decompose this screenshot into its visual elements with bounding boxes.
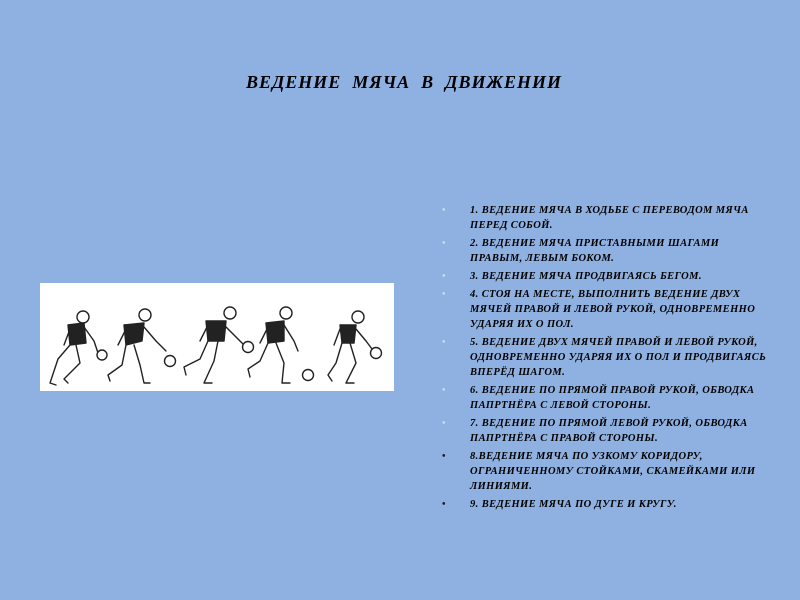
- player-figure-3: [184, 307, 244, 383]
- player-figure-5: [328, 311, 372, 383]
- bullet-icon: •: [442, 337, 446, 348]
- bullet-icon: •: [442, 238, 446, 249]
- list-item: [442, 287, 772, 332]
- list-item: [442, 416, 772, 446]
- list-item-text: 4. СТОЯ НА МЕСТЕ, ВЫПОЛНИТЬ ВЕДЕНИЕ ДВУХ МЯЧЕЙ ПРАВОЙ И ЛЕВОЙ РУКОЙ, ОДНОВРЕМЕННО УДАРЯЯ ИХ О ПОЛ.: [470, 289, 756, 330]
- list-item: [442, 203, 772, 233]
- list-item: [442, 269, 772, 284]
- list-item: [442, 236, 772, 266]
- list-item-text: 8.ВЕДЕНИЕ МЯЧА ПО УЗКОМУ КОРИДОРУ, ОГРАНИЧЕННОМУ СТОЙКАМИ, СКАМЕЙКАМИ ИЛИ ЛИНИЯМИ.: [470, 451, 756, 492]
- list-item: [442, 497, 772, 512]
- basketball-icon-4: [303, 370, 314, 381]
- player-figure-2: [108, 309, 166, 383]
- basketball-dribbling-sequence-illustration: [40, 283, 394, 391]
- exercise-list: [442, 203, 772, 515]
- player-figure-4: [248, 307, 298, 383]
- list-item-text: 1. ВЕДЕНИЕ МЯЧА В ХОДЬБЕ С ПЕРЕВОДОМ МЯЧА ПЕРЕД СОБОЙ.: [470, 205, 749, 231]
- list-item-text: 7. ВЕДЕНИЕ ПО ПРЯМОЙ ЛЕВОЙ РУКОЙ, ОБВОДКА ПАПРТНЁРА С ПРАВОЙ СТОРОНЫ.: [470, 418, 748, 444]
- bullet-icon: •: [442, 418, 446, 429]
- basketball-icon-5: [371, 348, 382, 359]
- bullet-icon: •: [442, 499, 446, 510]
- list-item-text: 3. ВЕДЕНИЕ МЯЧА ПРОДВИГАЯСЬ БЕГОМ.: [470, 271, 702, 282]
- bullet-icon: •: [442, 385, 446, 396]
- basketball-icon-2: [165, 356, 176, 367]
- list-item-text: 6. ВЕДЕНИЕ ПО ПРЯМОЙ ПРАВОЙ РУКОЙ, ОБВОДКА ПАПРТНЁРА С ЛЕВОЙ СТОРОНЫ.: [470, 385, 755, 411]
- list-item-text: 5. ВЕДЕНИЕ ДВУХ МЯЧЕЙ ПРАВОЙ И ЛЕВОЙ РУКОЙ, ОДНОВРЕМЕННО УДАРЯЯ ИХ О ПОЛ И ПРОДВИГАЯСЬ ВПЕРЁД ШАГОМ.: [470, 337, 767, 378]
- bullet-icon: •: [442, 271, 446, 282]
- dribbling-sequence-image: [40, 283, 394, 391]
- player-figure-1: [50, 311, 98, 385]
- list-item: [442, 449, 772, 494]
- bullet-icon: •: [442, 289, 446, 300]
- bullet-icon: •: [442, 205, 446, 216]
- list-item-text: 2. ВЕДЕНИЕ МЯЧА ПРИСТАВНЫМИ ШАГАМИ ПРАВЫМ, ЛЕВЫМ БОКОМ.: [470, 238, 720, 264]
- list-item-text: 9. ВЕДЕНИЕ МЯЧА ПО ДУГЕ И КРУГУ.: [470, 499, 677, 510]
- list-item: [442, 383, 772, 413]
- bullet-icon: •: [442, 451, 446, 462]
- basketball-icon-3: [243, 342, 254, 353]
- slide-title: ВЕДЕНИЕ МЯЧА В ДВИЖЕНИИ: [245, 72, 563, 92]
- basketball-icon-1: [97, 350, 107, 360]
- list-item: [442, 335, 772, 380]
